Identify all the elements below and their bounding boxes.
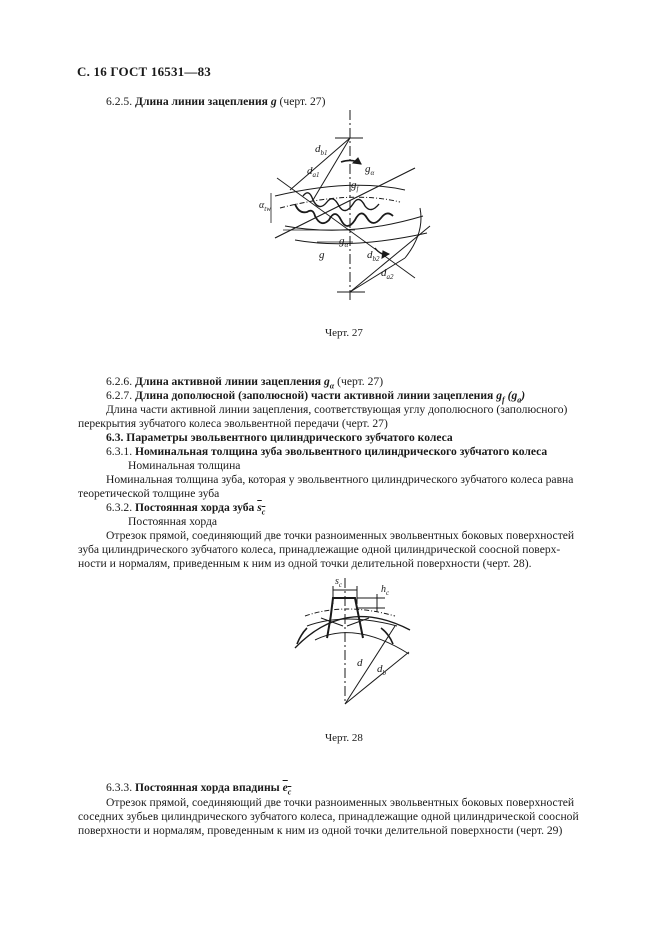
label-g: g (319, 249, 325, 261)
label-gf: $g_f$ (351, 179, 359, 193)
figure-27-gear-mesh-diagram (255, 108, 445, 308)
figure-27-caption: Черт. 27 (325, 327, 363, 339)
section-6-2-5-heading (106, 95, 325, 109)
term-name: Постоянная хорда (128, 515, 218, 528)
figure-reference: (черт. 27) (279, 95, 326, 108)
label-ga-bottom: $g_\alpha$ (339, 235, 349, 249)
page-header: С. 16 ГОСТ 16531—83 (77, 64, 211, 79)
paragraph-line: Номинальная толщина зуба, которая у эвольвентного цилиндрического зубчатого колеса равна (106, 473, 574, 486)
section-symbol: $g_\alpha$ (323, 375, 335, 391)
paragraph-line: теоретической толщине зуба (78, 487, 220, 500)
section-number: 6.3.3. (106, 781, 133, 794)
figure-28-constant-chord-diagram (285, 568, 415, 708)
section-symbol: $g_f$ $(g_a)$ (496, 389, 526, 405)
section-symbol: g (270, 95, 277, 108)
section-number: 6.3.2. (106, 501, 133, 514)
paragraph-line: Отрезок прямой, соединяющий две точки разноименных эвольвентных боковых поверхностей (106, 796, 575, 809)
paragraph-line: ности и нормалям, приведенным к ним из одной точки делительной поверхности (черт. 28). (78, 557, 532, 570)
section-6-3-1-heading (106, 445, 547, 459)
section-number: 6.2.7. (106, 389, 133, 402)
paragraph-line: зуба цилиндрического зубчатого колеса, принадлежащие одной цилиндрической соосной поверх- (78, 543, 561, 556)
label-da2: $d_{a2}$ (381, 267, 394, 281)
section-symbol: $s_c$ (257, 501, 266, 517)
section-title: Длина активной линии зацепления (135, 375, 322, 388)
label-da1: $d_{a1}$ (307, 165, 320, 179)
paragraph-line: перекрытия зубчатого колеса эвольвентной передачи (черт. 27) (78, 417, 388, 430)
section-title: Постоянная хорда впадины (135, 781, 280, 794)
label-db2: $d_{b2}$ (367, 249, 380, 263)
paragraph-line: Отрезок прямой, соединяющий две точки разноименных эвольвентных боковых поверхностей (106, 529, 575, 542)
label-db: $d_b$ (377, 663, 386, 677)
section-number: 6.2.6. (106, 375, 133, 388)
section-title: Длина дополюсной (заполюсной) части активной линии зацепления (135, 389, 494, 402)
section-title: Номинальная толщина зуба эвольвентного цилиндрического зубчатого колеса (135, 445, 548, 458)
label-db1: $d_{b1}$ (315, 143, 328, 157)
paragraph-line: соседних зубьев цилиндрического зубчатого колеса, принадлежащие одной цилиндрической соосной (78, 810, 579, 823)
section-title: Постоянная хорда зуба (135, 501, 255, 514)
section-symbol: $e_c$ (282, 781, 292, 797)
figure-28-caption: Черт. 28 (325, 732, 363, 744)
term-name: Номинальная толщина (128, 459, 241, 472)
label-hc: $h_c$ (381, 584, 390, 597)
figure-reference: (черт. 27) (337, 375, 384, 388)
label-awt: $\alpha_{tw}$ (259, 200, 271, 213)
label-ga-top: $g_\alpha$ (365, 163, 375, 177)
section-6-3-heading: 6.3. Параметры эвольвентного цилиндрического зубчатого колеса (106, 431, 453, 444)
label-sc: $s_c$ (335, 576, 343, 589)
paragraph-line: поверхности и нормалям, проведенным к ним из одной точки делительной поверхности (черт. 29) (78, 824, 563, 837)
section-title: Длина линии зацепления (135, 95, 268, 108)
section-number: 6.2.5. (106, 95, 133, 108)
label-d: d (357, 657, 363, 669)
section-number: 6.3.1. (106, 445, 133, 458)
paragraph-line: Длина части активной линии зацепления, соответствующая углу дополюсного (заполюсного) (106, 403, 568, 416)
